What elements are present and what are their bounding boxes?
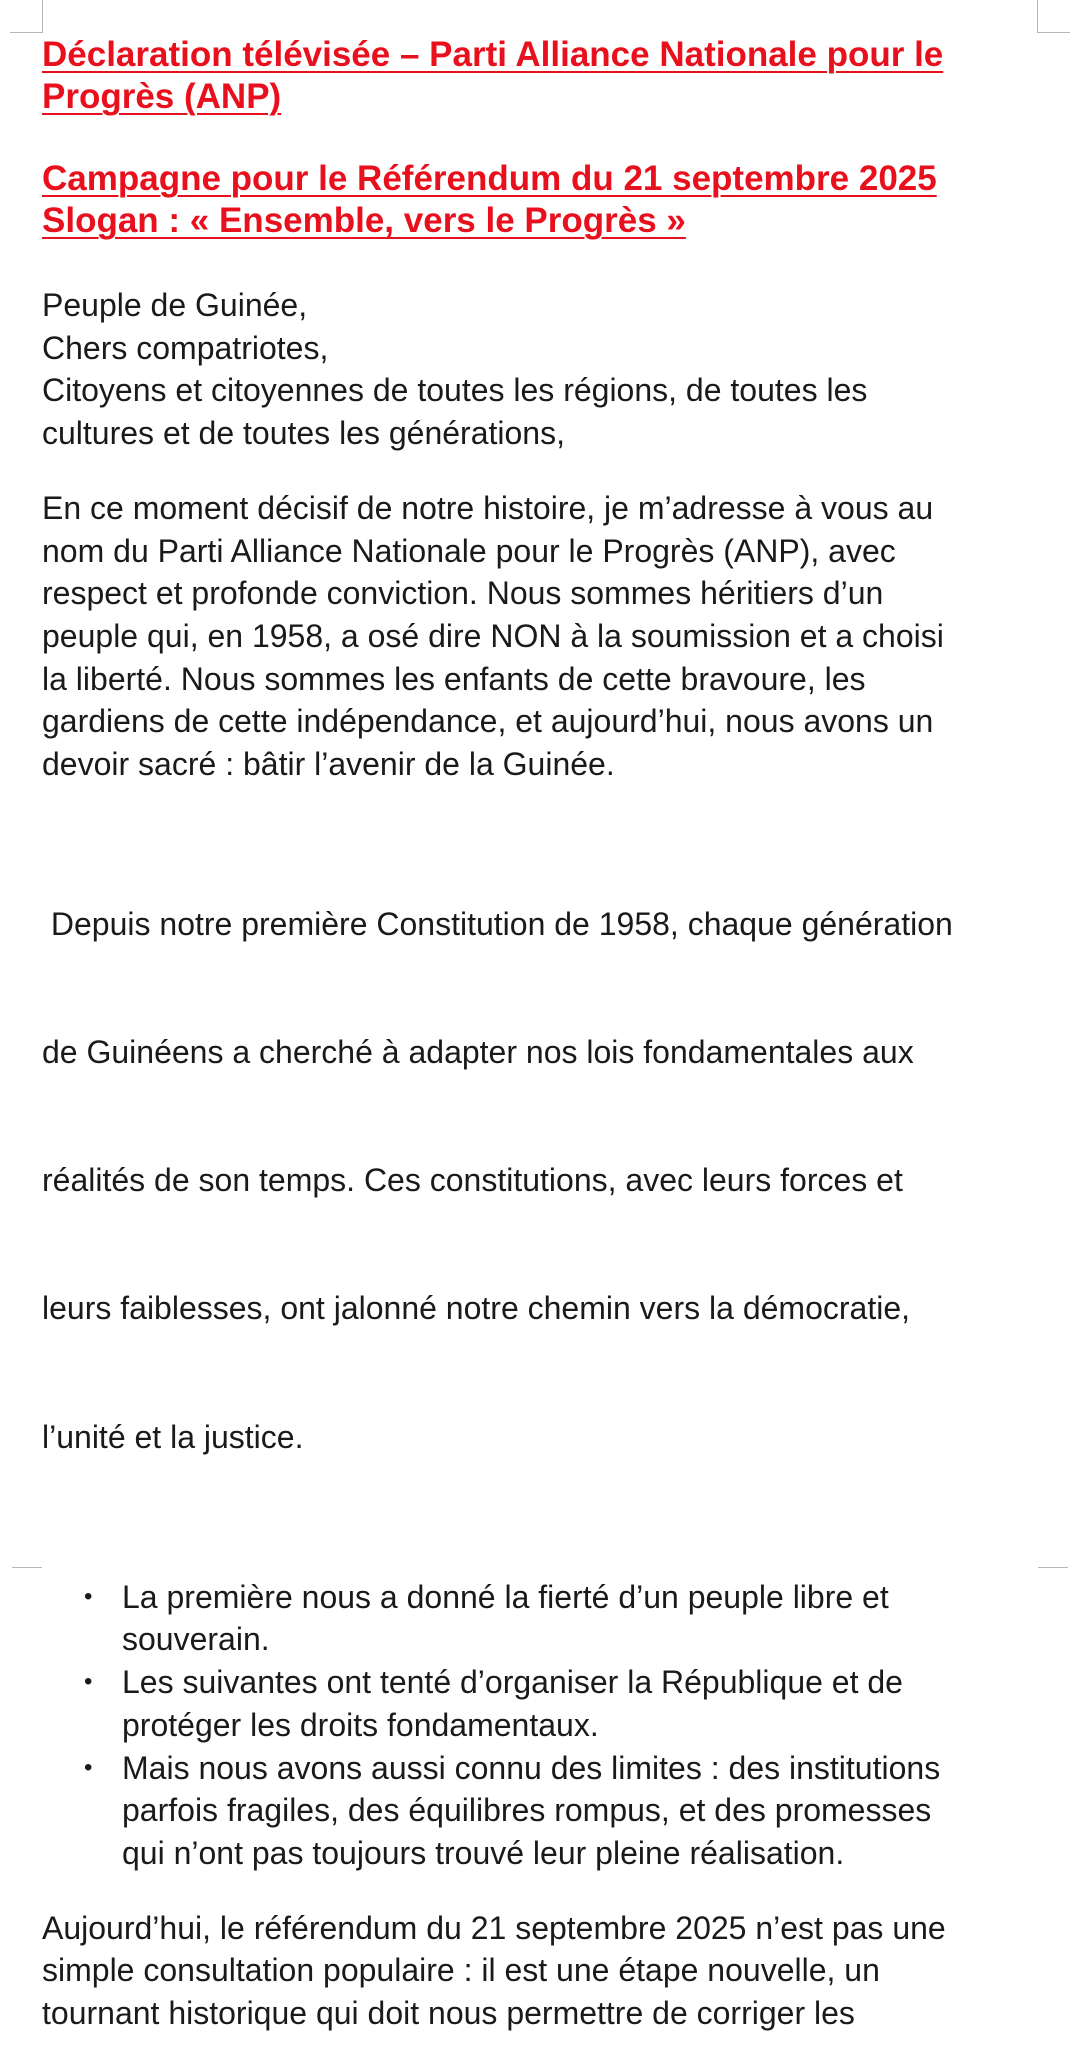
paragraph-line: la liberté. Nous sommes les enfants de cette bravoure, les: [42, 660, 866, 697]
list-item-line: qui n’ont pas toujours trouvé leur pleine réalisation.: [122, 1834, 845, 1871]
slogan-line: Slogan : « Ensemble, vers le Progrès »: [42, 201, 686, 240]
paragraph-intro: [42, 487, 1042, 786]
paragraph-line: l’unité et la justice.: [42, 1418, 304, 1455]
paragraph-line: devoir sacré : bâtir l’avenir de la Guinée.: [42, 746, 615, 783]
bullet-dot: •: [84, 1668, 93, 1696]
page-corner-mark-right: [1037, 0, 1070, 33]
list-item-line: Les suivantes ont tenté d’organiser la République et de: [122, 1664, 903, 1701]
paragraph-line: nom du Parti Alliance Nationale pour le Progrès (ANP), avec: [42, 532, 896, 569]
campaign-heading: [42, 158, 1042, 242]
paragraph-line: tournant historique qui doit nous permettre de corriger les: [42, 1995, 855, 2032]
page-bottom-mark-left: [12, 1567, 42, 1572]
paragraph-line: simple consultation populaire : il est une étape nouvelle, un: [42, 1952, 880, 1989]
paragraph-line: Depuis notre première Constitution de 1958, chaque génération: [42, 906, 953, 943]
paragraph-referendum: [42, 1907, 1042, 2035]
page-corner-mark-left: [10, 0, 43, 33]
salutation-line: Citoyens et citoyennes de toutes les régions, de toutes les: [42, 372, 868, 409]
document-title: [42, 34, 1042, 118]
paragraph-line: réalités de son temps. Ces constitutions, avec leurs forces et: [42, 1162, 903, 1199]
paragraph-line: leurs faiblesses, ont jalonné notre chemin vers la démocratie,: [42, 1290, 910, 1327]
document-title-line: Déclaration télévisée – Parti Alliance Nationale pour le: [42, 35, 944, 74]
bullet-dot: •: [84, 1753, 93, 1781]
paragraph-line: de Guinéens a cherché à adapter nos lois fondamentales aux: [42, 1034, 914, 1071]
bullet-dot: •: [84, 1582, 93, 1610]
list-item: [42, 1747, 1042, 1875]
paragraph-line: Aujourd’hui, le référendum du 21 septembre 2025 n’est pas une: [42, 1909, 946, 1946]
list-item-line: La première nous a donné la fierté d’un peuple libre et: [122, 1578, 889, 1615]
list-item-line: parfois fragiles, des équilibres rompus, et des promesses: [122, 1792, 932, 1829]
paragraph-line: gardiens de cette indépendance, et aujourd’hui, nous avons un: [42, 703, 934, 740]
page-bottom-mark-right: [1038, 1567, 1068, 1572]
paragraph-line: respect et profonde conviction. Nous sommes héritiers d’un: [42, 575, 884, 612]
list-item-line: protéger les droits fondamentaux.: [122, 1706, 599, 1743]
campaign-line: Campagne pour le Référendum du 21 septembre 2025: [42, 159, 937, 198]
paragraph-line: En ce moment décisif de notre histoire, je m’adresse à vous au: [42, 489, 934, 526]
list-item-line: souverain.: [122, 1621, 270, 1658]
list-item: [42, 1576, 1042, 1661]
document-page: [42, 34, 1042, 2067]
salutation-line: Peuple de Guinée,: [42, 287, 308, 323]
list-item: [42, 1661, 1042, 1746]
salutation-line: Chers compatriotes,: [42, 329, 329, 366]
salutation: [42, 284, 1042, 455]
salutation-line: cultures et de toutes les générations,: [42, 415, 565, 452]
paragraph-line: peuple qui, en 1958, a osé dire NON à la soumission et a choisi: [42, 617, 944, 654]
paragraph-constitutions: [42, 818, 1042, 1544]
document-title-line: Progrès (ANP): [42, 77, 282, 116]
bullet-list: [42, 1576, 1042, 1875]
list-item-line: Mais nous avons aussi connu des limites : des institutions: [122, 1749, 941, 1786]
